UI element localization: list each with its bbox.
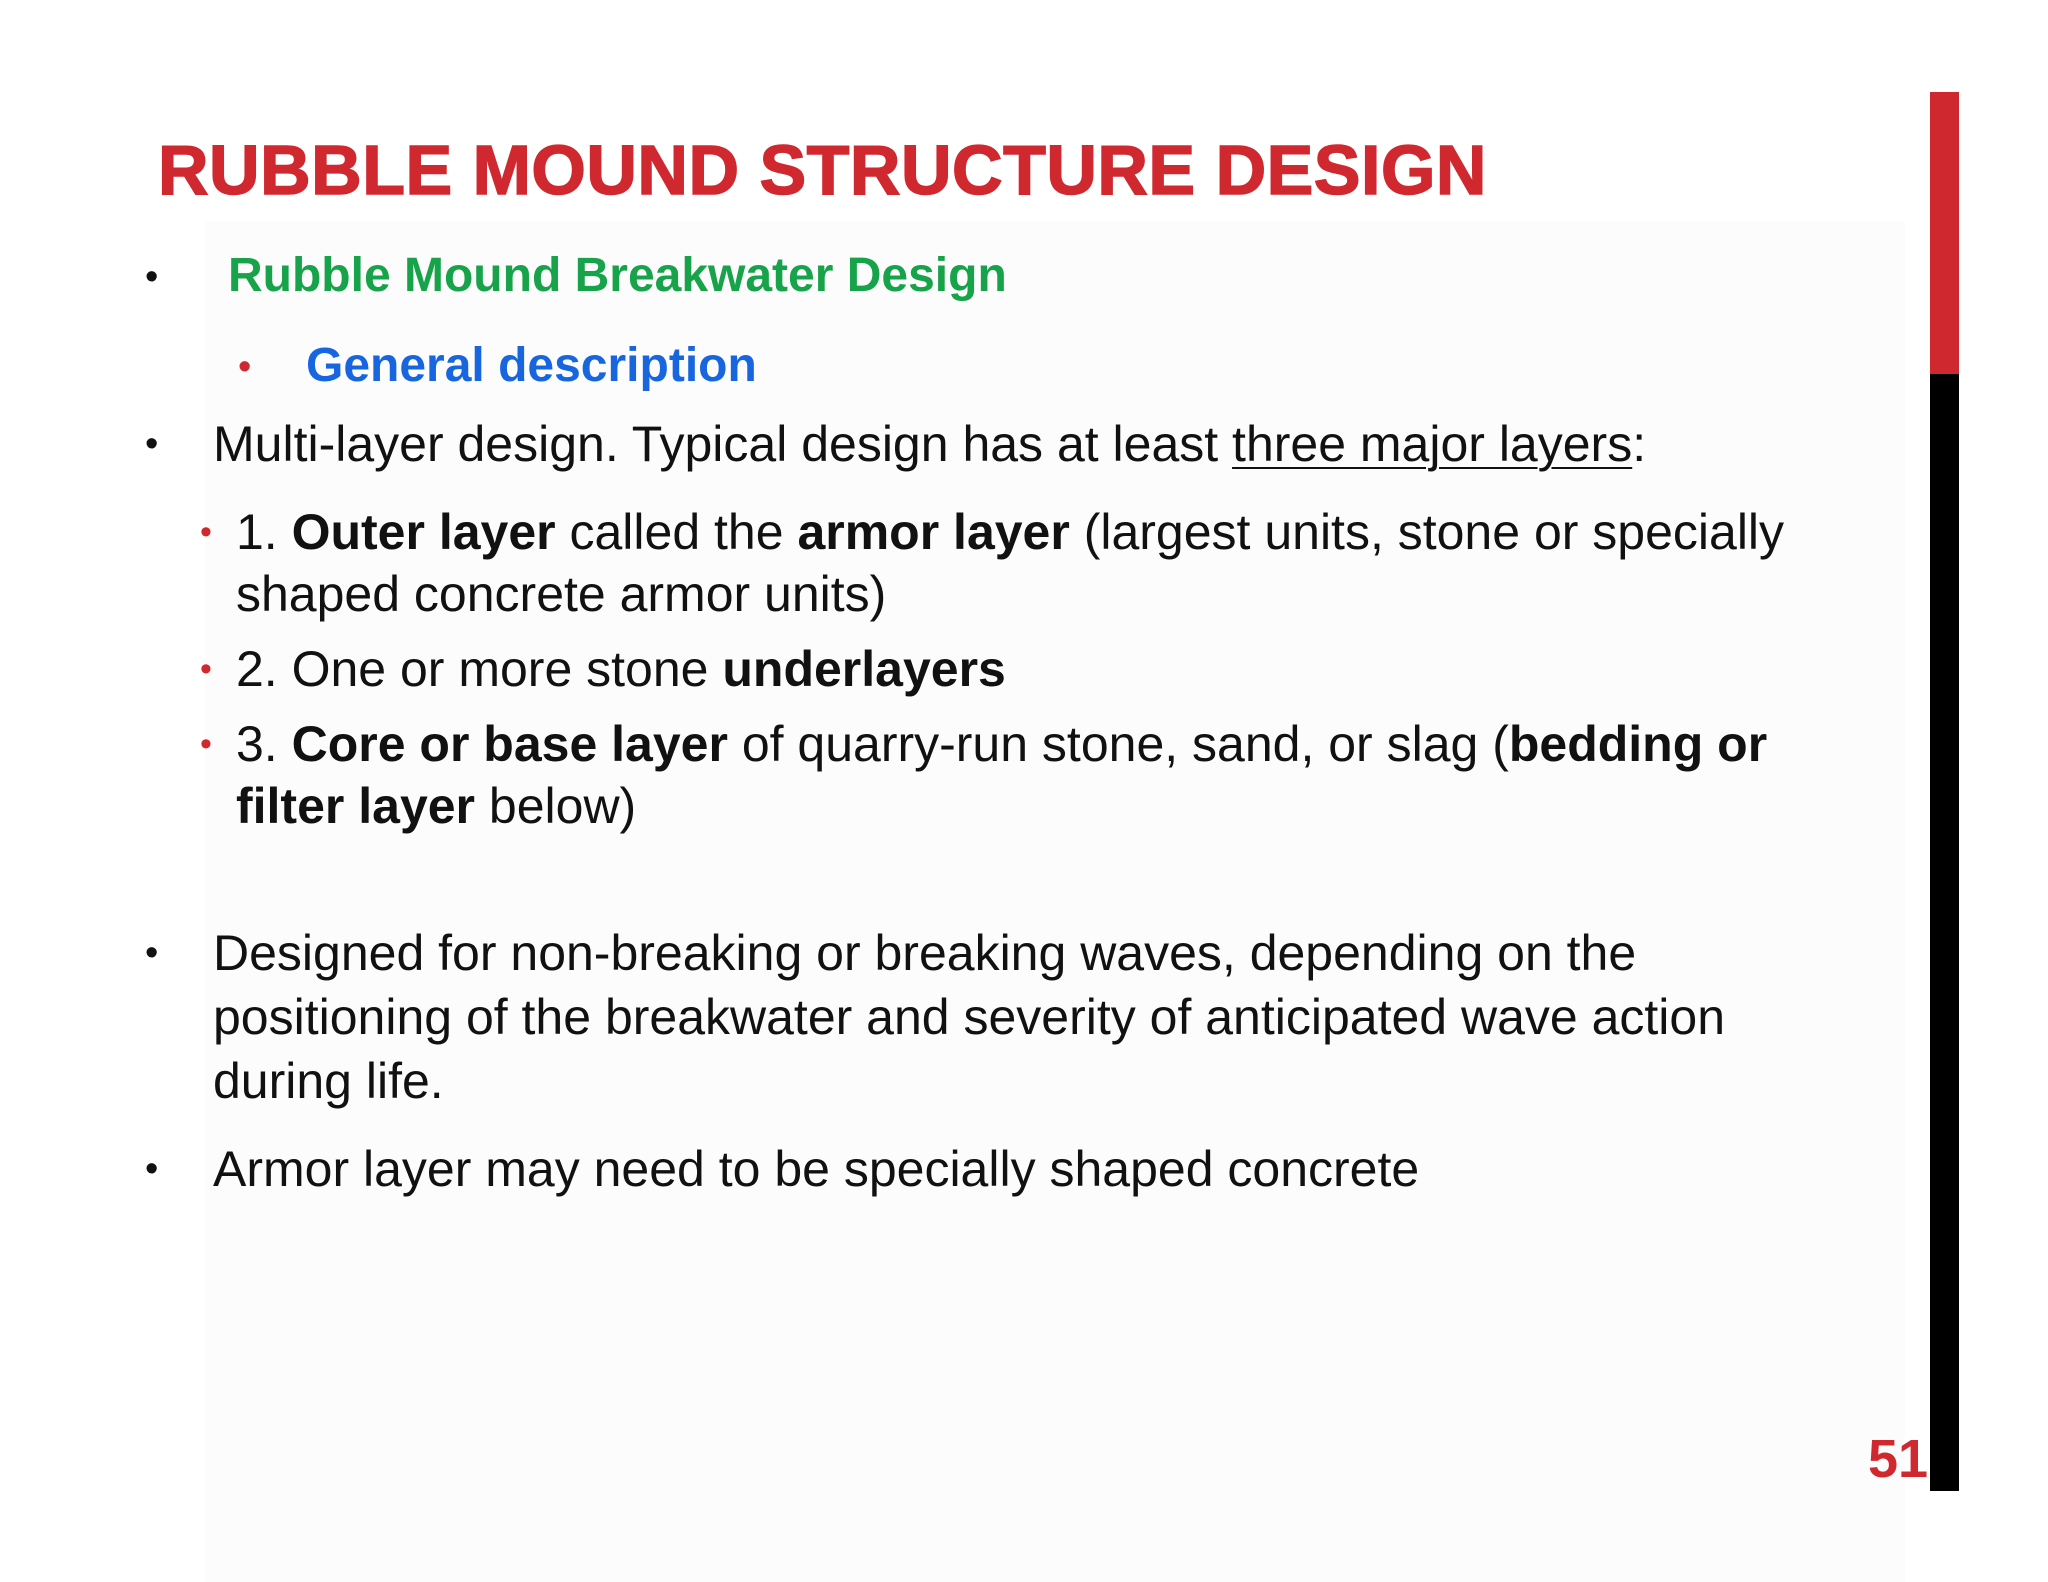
layer-item-text	[236, 501, 1784, 625]
text-part: 3.	[236, 716, 292, 772]
layer-item-text	[236, 638, 1006, 700]
layer-line	[236, 501, 1784, 563]
text-part: 2. One or more stone	[236, 641, 723, 697]
section-heading: Rubble Mound Breakwater Design	[228, 249, 1007, 302]
layer-line	[236, 713, 1767, 775]
text-part: called the	[555, 504, 798, 560]
text-part: (largest units, stone or specially	[1069, 504, 1785, 560]
text-part: below)	[475, 778, 637, 834]
point-line: during life.	[213, 1053, 444, 1109]
point-text-part: :	[1632, 416, 1647, 472]
accent-bar-red	[1930, 92, 1959, 374]
point-text	[213, 412, 1646, 476]
layer-item-text	[236, 713, 1767, 837]
point-text: Armor layer may need to be specially shaped concrete	[213, 1141, 1420, 1197]
point-line: Designed for non-breaking or breaking waves, depending on the	[213, 925, 1637, 981]
bullet-marker: •	[200, 650, 212, 688]
subheading: General description	[306, 339, 757, 392]
layer-line: shaped concrete armor units)	[236, 566, 887, 622]
bullet-marker: •	[238, 346, 252, 388]
bold-term: filter layer	[236, 778, 476, 834]
bullet-marker: •	[200, 725, 212, 763]
text-part: of quarry-run stone, sand, or slag (	[727, 716, 1509, 772]
bullet-marker: •	[145, 1148, 159, 1190]
underlined-phrase: three major layers	[1232, 416, 1633, 472]
bullet-marker: •	[145, 932, 159, 974]
text-part: 1.	[236, 504, 292, 560]
point-text-part: Multi-layer design. Typical design has at least	[213, 416, 1233, 472]
point-text	[213, 921, 1725, 1113]
bullet-marker: •	[200, 513, 212, 551]
bold-term: bedding or	[1508, 716, 1768, 772]
layer-line	[236, 775, 1767, 837]
bold-term: armor layer	[797, 504, 1070, 560]
accent-bar-black	[1930, 374, 1959, 1491]
bullet-marker: •	[145, 423, 159, 465]
bold-term: Core or base layer	[291, 716, 728, 772]
point-line: positioning of the breakwater and severity of anticipated wave action	[213, 989, 1726, 1045]
bold-term: Outer layer	[291, 504, 556, 560]
page-number: 51	[1868, 1429, 1929, 1489]
bullet-marker: •	[145, 256, 159, 298]
bold-term: underlayers	[722, 641, 1006, 697]
slide-title: RUBBLE MOUND STRUCTURE DESIGN	[158, 131, 1487, 209]
